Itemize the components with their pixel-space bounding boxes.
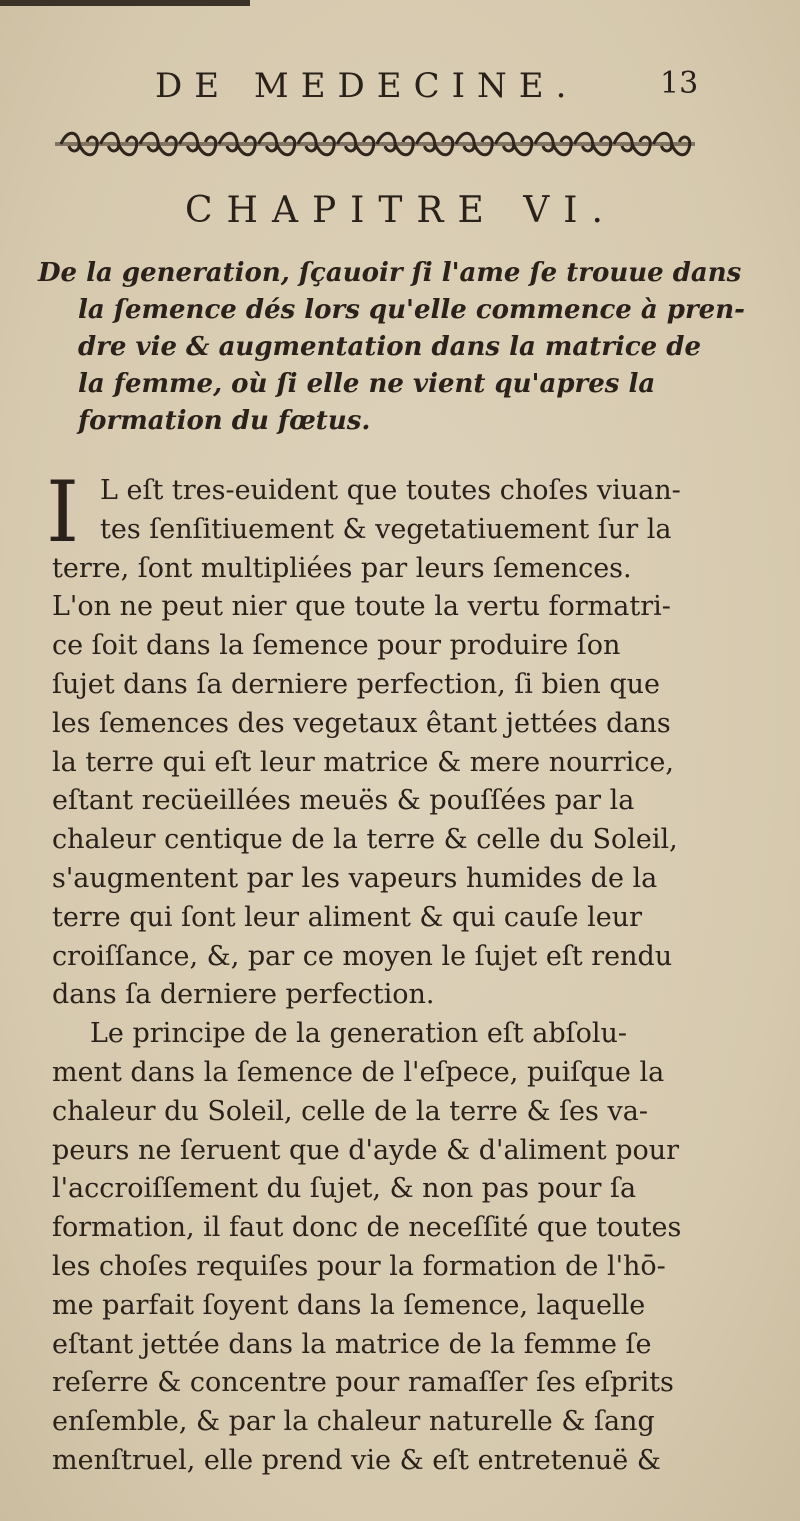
subtitle-line: formation du fœtus. — [78, 406, 371, 436]
text-line: reſerre & concentre pour ramaſſer ſes eſprits — [52, 1367, 674, 1399]
text-line: enſemble, & par la chaleur naturelle & ſang — [52, 1406, 655, 1438]
chapter-subtitle — [38, 255, 745, 440]
text-line: ce ſoit dans la ſemence pour produire ſon — [52, 630, 621, 662]
text-line: L eſt tres-euident que toutes choſes viuan- — [100, 475, 681, 506]
text-line: les ſemences des vegetaux êtant jettées dans — [52, 707, 671, 739]
text-line: croiſſance, &, par ce moyen le ſujet eſt rendu — [52, 940, 673, 972]
page-edge-shadow — [0, 0, 250, 6]
text-line: tes ſenſitiuement & vegetatiuement ſur la — [100, 513, 672, 545]
subtitle-line: dre vie & augmentation dans la matrice de — [78, 332, 701, 362]
text-line: chaleur du Soleil, celle de la terre & ſes va- — [52, 1095, 648, 1127]
text-line: ment dans la ſemence de l'eſpece, puiſque la — [52, 1056, 665, 1088]
text-line: menſtruel, elle prend vie & eſt entretenuë & — [52, 1444, 661, 1476]
text-line: L'on ne peut nier que toute la vertu formatri- — [52, 591, 671, 623]
text-line: les choſes requiſes pour la formation de l'hō- — [52, 1250, 666, 1282]
subtitle-line: la ſemence dés lors qu'elle commence à pren- — [78, 295, 745, 325]
text-line: me parfait ſoyent dans la ſemence, laquelle — [52, 1289, 646, 1321]
text-line: Le principe de la generation eſt abſolu- — [90, 1018, 627, 1050]
chapter-title: CHAPITRE VI. — [185, 190, 617, 231]
text-line: chaleur centique de la terre & celle du Soleil, — [52, 824, 678, 856]
text-line: peurs ne ſeruent que d'ayde & d'aliment pour — [52, 1134, 680, 1166]
text-line: eſtant recüeillées meuës & pouſſées par la — [52, 785, 635, 817]
running-title: DE MEDECINE. — [155, 66, 579, 106]
body-text — [46, 463, 752, 1481]
text-line: terre, ſont multipliées par leurs ſemences. — [52, 552, 632, 584]
text-line: la terre qui eſt leur matrice & mere nourrice, — [52, 746, 674, 778]
text-line: terre qui ſont leur aliment & qui cauſe leur — [52, 901, 643, 933]
running-header — [155, 66, 715, 116]
text-line: ſujet dans ſa derniere perfection, ſi bien que — [52, 668, 660, 700]
ornamental-band — [55, 126, 695, 162]
subtitle-line: De la generation, ſçauoir ſi l'ame ſe trouue dans — [38, 258, 742, 288]
text-line: eſtant jettée dans la matrice de la femme ſe — [52, 1328, 652, 1360]
text-line: dans ſa derniere perfection. — [52, 979, 435, 1011]
text-line: s'augmentent par les vapeurs humides de la — [52, 862, 658, 894]
text-line: l'accroiſſement du ſujet, & non pas pour ſa — [52, 1173, 637, 1205]
text-line: formation, il faut donc de neceſſité que toutes — [52, 1212, 682, 1244]
page-number: 13 — [660, 66, 699, 101]
drop-cap: I — [46, 463, 80, 561]
subtitle-line: la femme, où ſi elle ne vient qu'apres la — [78, 369, 656, 399]
